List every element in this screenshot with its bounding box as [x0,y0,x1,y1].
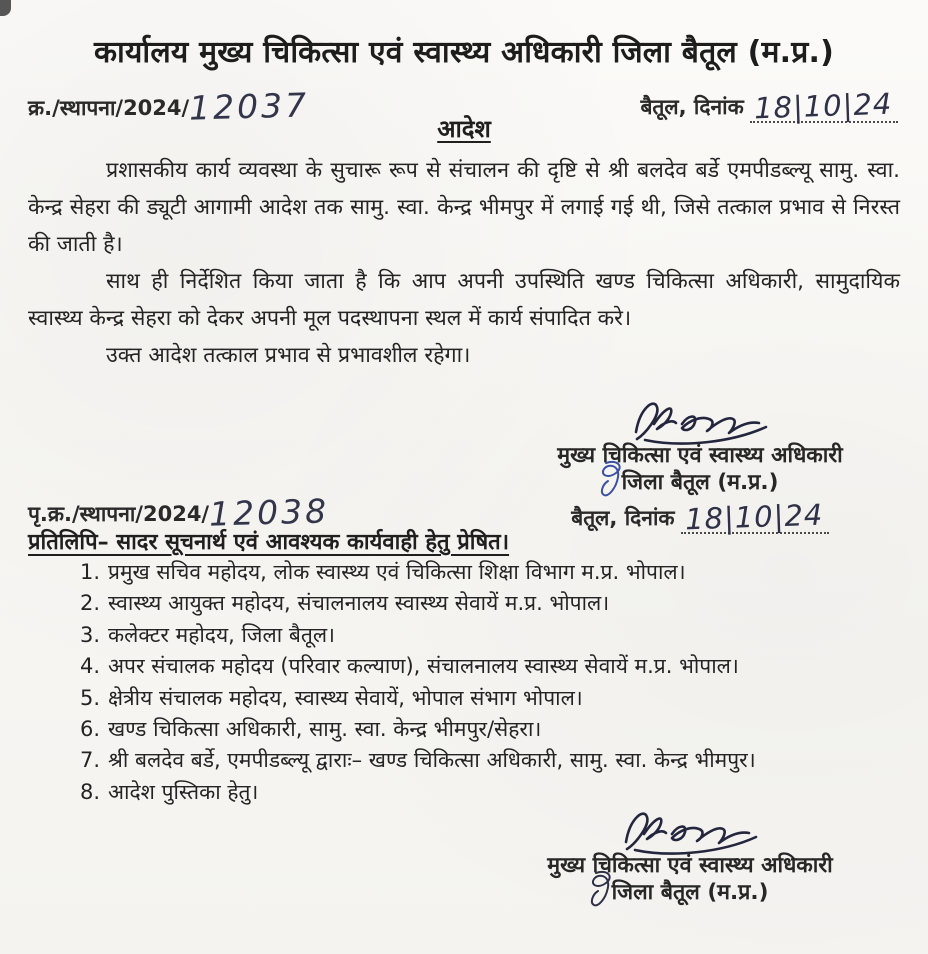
initial-scribble-icon [586,867,616,909]
list-item: 2. स्वास्थ्य आयुक्त महोदय, संचालनालय स्वास्थ्य सेवायें म.प्र. भोपाल। [80,591,610,616]
list-item: 1. प्रमुख सचिव महोदय, लोक स्वास्थ्य एवं चिकित्सा शिक्षा विभाग म.प्र. भोपाल। [80,560,686,584]
signature-block-top [505,394,895,537]
scan-artifact-mark [0,0,11,16]
signatory-district: जिला बैतूल (म.प्र.) [621,470,779,495]
ref2-handwritten-number: 12038 [208,491,330,534]
paragraph-2: साथ ही निर्देशित किया जाता है कि आप अपनी उपस्थिति खण्ड चिकित्सा अधिकारी, सामुदायिक स्वास्थ्य केन्द्र सेहरा को देकर अपनी मूल पदस्थापना स्थल में कार्य संपादित करे। [28,269,900,331]
signature-place-date: बैतूल, दिनांक 18|10|24 [505,498,895,534]
paragraph-3: उक्त आदेश तत्काल प्रभाव से प्रभावशील रहेगा। [106,343,471,368]
place-date-label: बैतूल, दिनांक [640,95,744,119]
copy-section-heading: प्रतिलिपि– सादर सूचनार्थ एवं आवश्यक कार्यवाही हेतु प्रेषित। [28,530,510,555]
list-item: 6. खण्ड चिकित्सा अधिकारी, सामु. स्वा. केन्द्र भीमपुर/सेहरा। [80,717,542,742]
signatory-district: जिला बैतूल (म.प्र.) [611,880,769,905]
list-item: 3. कलेक्टर महोदय, जिला बैतूल। [80,622,336,647]
signature-block-bottom [495,804,885,906]
ref2-prefix: पृ.क्र./स्थापना/2024/ [28,502,210,526]
signatory-designation: मुख्य चिकित्सा एवं स्वास्थ्य अधिकारी [547,853,833,878]
handwritten-date: 18|10|24 [753,86,893,126]
recipients-list [80,557,910,808]
list-item: 7. श्री बलदेव बर्डे, एमपीडब्ल्यू द्वाराः– खण्ड चिकित्सा अधिकारी, सामु. स्वा. केन्द्र भीमपुर। [80,748,756,773]
signature-icon [618,394,783,446]
signatory-designation: मुख्य चिकित्सा एवं स्वास्थ्य अधिकारी [557,443,843,468]
list-item: 8. आदेश पुस्तिका हेतु। [80,779,259,804]
ref1-handwritten-number: 12037 [188,85,310,128]
date-dotted-line [681,497,829,537]
handwritten-date: 18|10|24 [684,497,824,537]
list-item: 4. अपर संचालक महोदय (परिवार कल्याण), संचालनालय स्वास्थ्य सेवायें म.प्र. भोपाल। [80,654,739,679]
signature-icon [608,804,773,856]
paragraph-1: प्रशासकीय कार्य व्यवस्था के सुचारू रूप से संचालन की दृष्टि से श्री बलदेव बर्डे एमपीडब्ल्यू सामु. स्वा. केन्द्र सेहरा की ड्यूटी आगामी आदेश तक सामु. स्वा. केन्द्र भीमपुर में लगाई गई थी, जिसे तत्काल प्रभाव से निरस्त की जाती है। [28,158,900,257]
initial-scribble-icon [596,457,626,499]
copy-reference-line [28,490,330,534]
office-title: कार्यालय मुख्य चिकित्सा एवं स्वास्थ्य अधिकारी जिला बैतूल (म.प्र.) [94,35,834,70]
ref1-prefix: क्र./स्थापना/2024/ [28,96,190,120]
order-body [28,152,900,374]
list-item: 5. क्षेत्रीय संचालक महोदय, स्वास्थ्य सेवायें, भोपाल संभाग भोपाल। [80,685,583,710]
order-heading: आदेश [437,115,491,143]
